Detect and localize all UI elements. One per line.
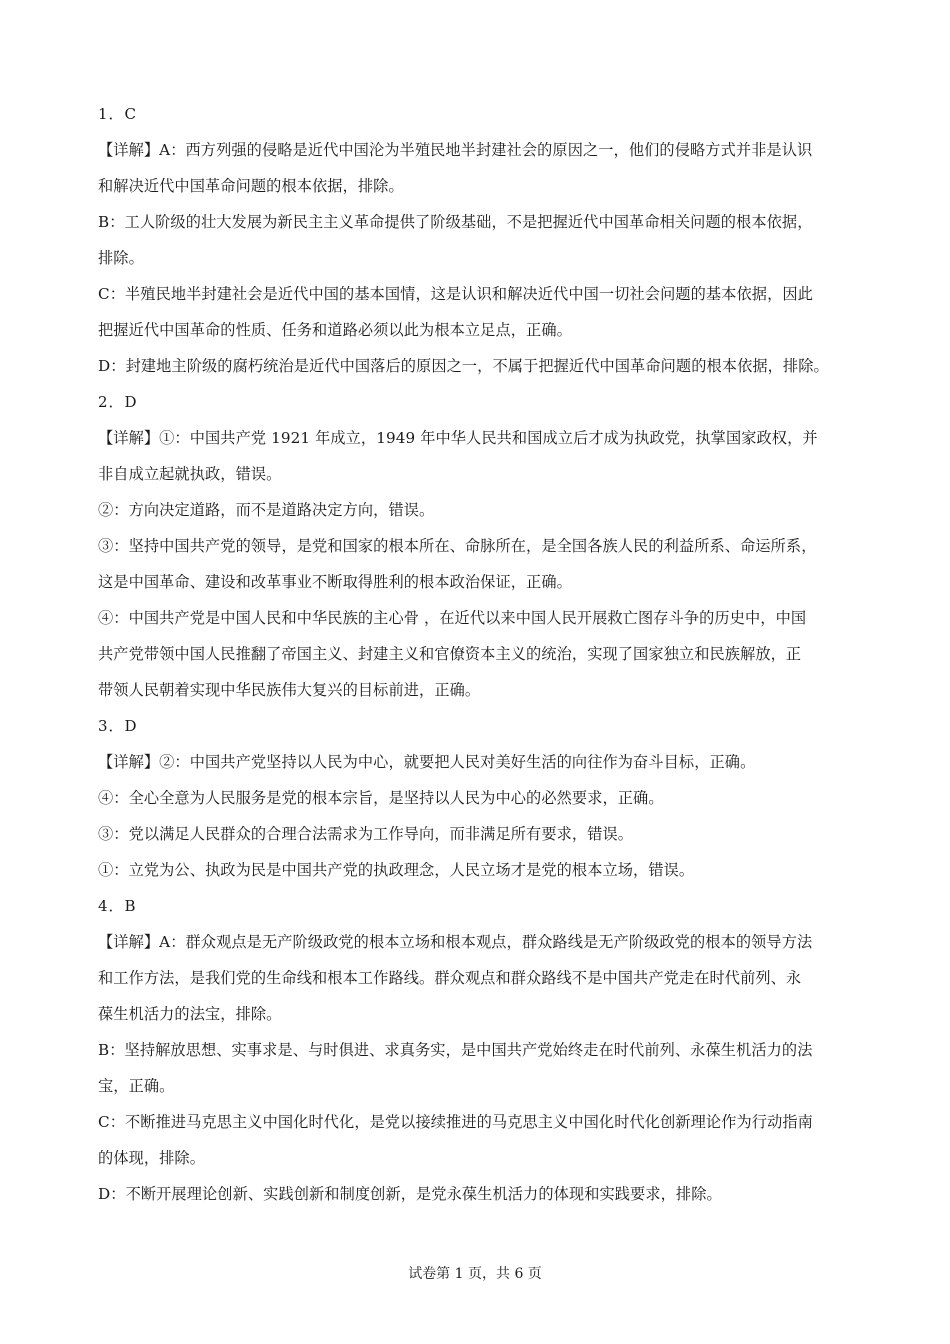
explanation-line: 把握近代中国革命的性质、任务和道路必须以此为根本立足点，正确。 (98, 321, 572, 339)
explanation-line: B：工人阶级的壮大发展为新民主主义革命提供了阶级基础，不是把握近代中国革命相关问题的根本依据， (98, 213, 813, 231)
explanation-line: 这是中国革命、建设和改革事业不断取得胜利的根本政治保证，正确。 (98, 573, 572, 591)
question-2 (98, 384, 858, 708)
explanation-line: 带领人民朝着实现中华民族伟大复兴的目标前进，正确。 (98, 681, 481, 699)
explanation-line: 的体现，排除。 (98, 1149, 206, 1167)
explanation-line: D：封建地主阶级的腐朽统治是近代中国落后的原因之一，不属于把握近代中国革命问题的根本依据，排除。 (98, 357, 829, 375)
explanation-line: D：不断开展理论创新、实践创新和制度创新，是党永葆生机活力的体现和实践要求，排除。 (98, 1185, 722, 1203)
explanation-line: ①：立党为公、执政为民是中国共产党的执政理念，人民立场才是党的根本立场，错误。 (98, 861, 695, 879)
explanation-line: B：坚持解放思想、实事求是、与时俱进、求真务实，是中国共产党始终走在时代前列、永葆生机活力的法 (98, 1041, 813, 1059)
explanation-line: ④：中国共产党是中国人民和中华民族的主心骨 ，在近代以来中国人民开展救亡图存斗争的历史中，中国 (98, 609, 807, 627)
explanation-line: 【详解】A：西方列强的侵略是近代中国沦为半殖民地半封建社会的原因之一，他们的侵略方式并非是认识 (98, 141, 813, 159)
explanation-line: 【详解】①：中国共产党 1921 年成立，1949 年中华人民共和国成立后才成为执政党，执掌国家政权，并 (98, 429, 818, 447)
explanation-line: ②：方向决定道路，而不是道路决定方向，错误。 (98, 501, 435, 519)
explanation-line: ③：坚持中国共产党的领导，是党和国家的根本所在、命脉所在，是全国各族人民的利益所系、命运所系， (98, 537, 817, 555)
explanation-line: 【详解】A：群众观点是无产阶级政党的根本立场和根本观点，群众路线是无产阶级政党的根本的领导方法 (98, 933, 813, 951)
question-number: 1．C (98, 105, 138, 123)
explanation-line: 非自成立起就执政，错误。 (98, 465, 282, 483)
explanation-line: ④：全心全意为人民服务是党的根本宗旨，是坚持以人民为中心的必然要求，正确。 (98, 789, 664, 807)
explanation-line: C：不断推进马克思主义中国化时代化，是党以接续推进的马克思主义中国化时代化创新理论作为行动指南 (98, 1113, 813, 1131)
explanation-line: 宝，正确。 (98, 1077, 175, 1095)
explanation-line: 共产党带领中国人民推翻了帝国主义、封建主义和官僚资本主义的统治，实现了国家独立和民族解放，正 (98, 645, 802, 663)
explanation-line: 排除。 (98, 249, 144, 267)
answer-key-body (98, 96, 858, 1212)
explanation-line: 葆生机活力的法宝，排除。 (98, 1005, 282, 1023)
question-3 (98, 708, 858, 888)
question-number: 3．D (98, 717, 138, 735)
page-footer: 试卷第 1 页，共 6 页 (408, 1266, 542, 1282)
question-number: 4．B (98, 897, 137, 915)
question-1 (98, 96, 858, 384)
explanation-line: 和解决近代中国革命问题的根本依据，排除。 (98, 177, 404, 195)
explanation-line: 【详解】②：中国共产党坚持以人民为中心，就要把人民对美好生活的向往作为奋斗目标，正确。 (98, 753, 756, 771)
question-4 (98, 888, 858, 1212)
explanation-line: C：半殖民地半封建社会是近代中国的基本国情，这是认识和解决近代中国一切社会问题的基本依据，因此 (98, 285, 813, 303)
explanation-line: 和工作方法，是我们党的生命线和根本工作路线。群众观点和群众路线不是中国共产党走在时代前列、永 (98, 969, 802, 987)
explanation-line: ③：党以满足人民群众的合理合法需求为工作导向，而非满足所有要求，错误。 (98, 825, 634, 843)
question-number: 2．D (98, 393, 138, 411)
